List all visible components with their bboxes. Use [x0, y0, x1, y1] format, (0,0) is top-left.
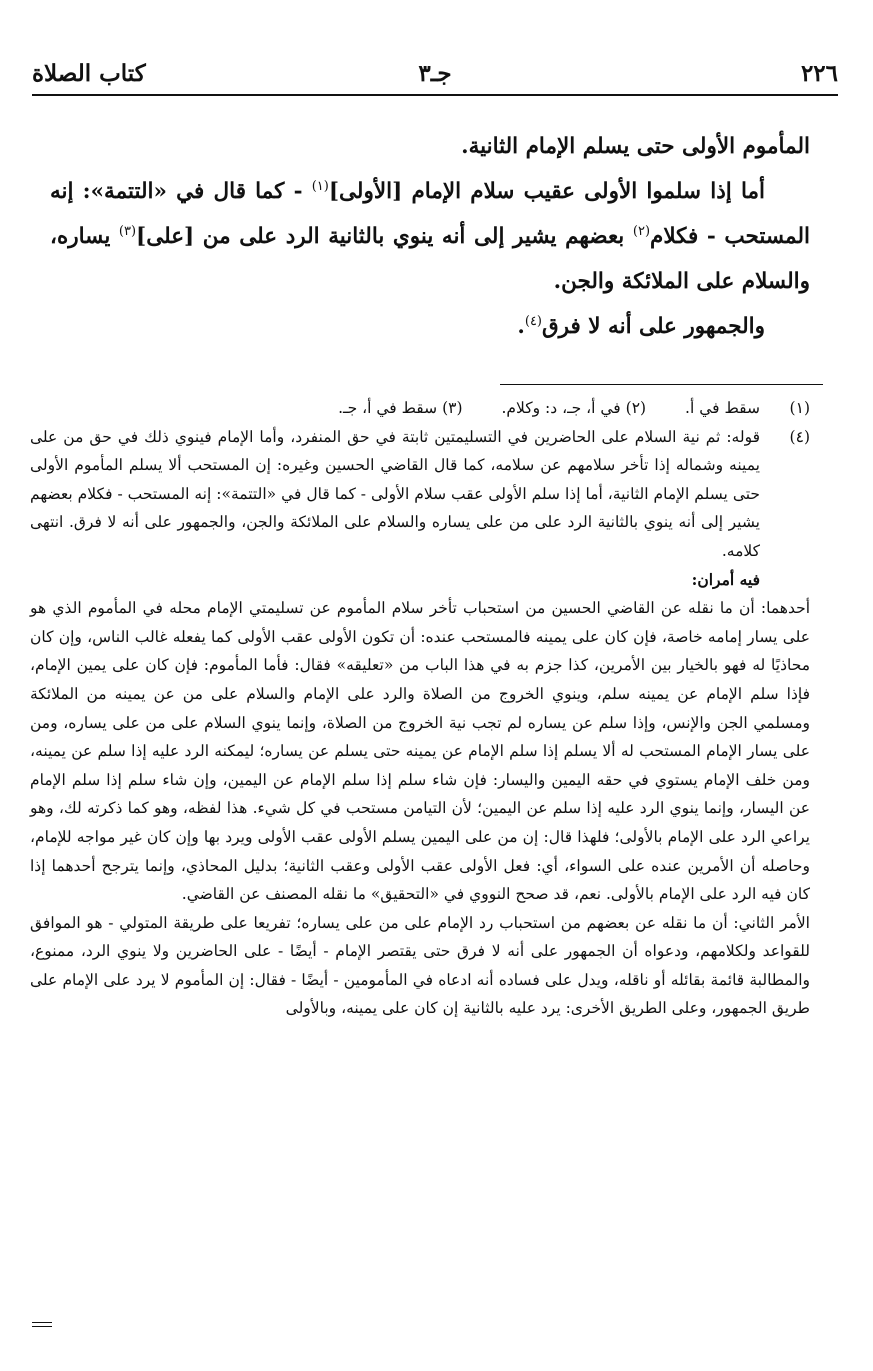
footnote-ref-3[interactable]: (٣) [118, 223, 137, 239]
footnote-ref-2[interactable]: (٢) [632, 223, 651, 239]
footnote-4-second-point: الأمر الثاني: أن ما نقله عن بعضهم من استحباب رد الإمام على من على يساره؛ تفريعا على طريقة المتولي - هو الموافق للقواعد ولكلامهم، ودعواه أن الجمهور على أنه لا فرق حتى يقتصر الإمام - أيضًا - على الحاضرين ولا ينوي الرد، ممنوع، والمطالبة قائمة بقائله أو ناقله، ويدل على فساده أنه ادعاه في المأمومين - أيضًا - فقال: إن المأموم لا يرد على الإمام على طريق الجمهور، وعلى الطريق الأخرى: يرد عليه بالثانية إن كان على يمينه، وبالأولى [30, 913, 810, 1018]
margin-mark [32, 1322, 52, 1327]
running-header [32, 58, 838, 92]
footnote-number-4: (٤) [789, 427, 810, 446]
footnote-number-3: (٣) [442, 399, 463, 417]
main-line-1: المأموم الأولى حتى يسلم الإمام الثانية. [461, 134, 810, 159]
footnote-1: سقط في أ. [685, 399, 760, 417]
footnote-3: (٣) سقط في أ، جـ. [338, 399, 463, 417]
footnote-ref-4[interactable]: (٤) [524, 313, 542, 329]
header-rule [32, 94, 838, 96]
footnote-separator [500, 384, 823, 385]
footnotes [30, 394, 810, 1023]
page-number: ٢٢٦ [800, 60, 838, 87]
footnote-ref-1[interactable]: (١) [311, 178, 329, 194]
footnote-4-continuation [30, 594, 810, 1023]
footnote-2: (٢) في أ، جـ، د: وكلام. [501, 399, 647, 417]
footnote-number-1: (١) [789, 399, 810, 417]
book-title: كتاب الصلاة [32, 60, 146, 87]
volume-label: جـ٣ [418, 60, 452, 87]
main-text [50, 124, 810, 349]
footnote-4 [30, 423, 810, 595]
main-paragraph-2: أما إذا سلموا الأولى عقيب سلام الإمام [الأولى]$^{(١)}$ - كما قال في «التتمة»: إنه المستحب - فكلام$^{(٢)}$ بعضهم يشير إلى أنه ينوي بالثانية الرد على من [على]$^{(٣)}$ يساره، والسلام على الملائكة والجن. [50, 178, 810, 294]
main-paragraph-3: والجمهور على أنه لا فرق$^{(٤)}$. [517, 313, 765, 339]
footnote-4-intro: قوله: ثم نية السلام على الحاضرين في التسليمتين ثابتة في حق المنفرد، وأما الإمام فينوي ذلك في حق من على يمينه وشماله إذا تأخر سلامهم عن سلامه، كما قال القاضي الحسين وغيره: إن المستحب ألا يسلم المأموم الأولى حتى يسلم الإمام الثانية، أما إذا سلم الأولى عقب سلام الأولى - كما قال في «التتمة»: إنه المستحب - فكلام بعضهم يشير إلى أنه ينوي بالثانية الرد على من على يساره والسلام على الملائكة والجن، والجمهور على أنه لا فرق. انتهى كلامه. [30, 427, 760, 560]
footnote-4-first-point: أحدهما: أن ما نقله عن القاضي الحسين من استحباب تأخر سلام المأموم عن تسليمتي الإمام محله في المأموم الذي هو على يسار إمامه خاصة، فإن كان على يمينه فالمستحب عنده: أن تكون الأولى عقب الأولى كما يفعله غالب الناس، وإن كان محاذيًا له فهو بالخيار بين الأمرين، كذا جزم به في هذا الباب من «تعليقه» فقال: فأما المأموم: فإن كان على يمين الإمام، فإذا سلم الإمام عن يمينه سلم، وينوي الخروج من الصلاة والرد على الإمام والسلام على من عن يمينه من الملائكة ومسلمي الجن والإنس، وإذا سلم عن يساره لم تجب نية الخروج من الصلاة، وإنما ينوي السلام على من على يساره، ومن على يسار الإمام المستحب له ألا يسلم إذا سلم الإمام عن يمينه حتى يسلم عن يساره؛ ليمكنه الرد عليه إذا سلم عن يمينه، ومن خلف الإمام يستوي في حقه اليمين واليسار: فإن شاء سلم إذا سلم الإمام عن اليمين، وإن شاء سلم إذا سلم الإمام عن اليسار، وإنما ينوي الرد عليه إذا سلم عن اليمين؛ لأن التيامن مستحب في كل شيء. هذا لفظه، وهو كما ذكرته لك، وهو يراعي الرد على الإمام بالأولى؛ فلهذا قال: إن من على اليمين يسلم الأولى عقب الأولى ويرد بها وإن كان غير مواجه للإمام، وحاصله أن الأمرين عنده على السواء، أي: فعل الأولى عقب الأولى وعقب الثانية؛ بدليل المحاذي، وإنما يترجح أحدهما إذا كان فيه الرد على الإمام بالأولى. نعم، قد صحح النووي في «التحقيق» ما نقله المصنف عن القاضي. [30, 599, 810, 904]
footnote-4-heading: فيه أمران: [691, 569, 760, 589]
footnote-number-2: (٢) [625, 399, 647, 417]
footnote-short-row [30, 394, 810, 423]
